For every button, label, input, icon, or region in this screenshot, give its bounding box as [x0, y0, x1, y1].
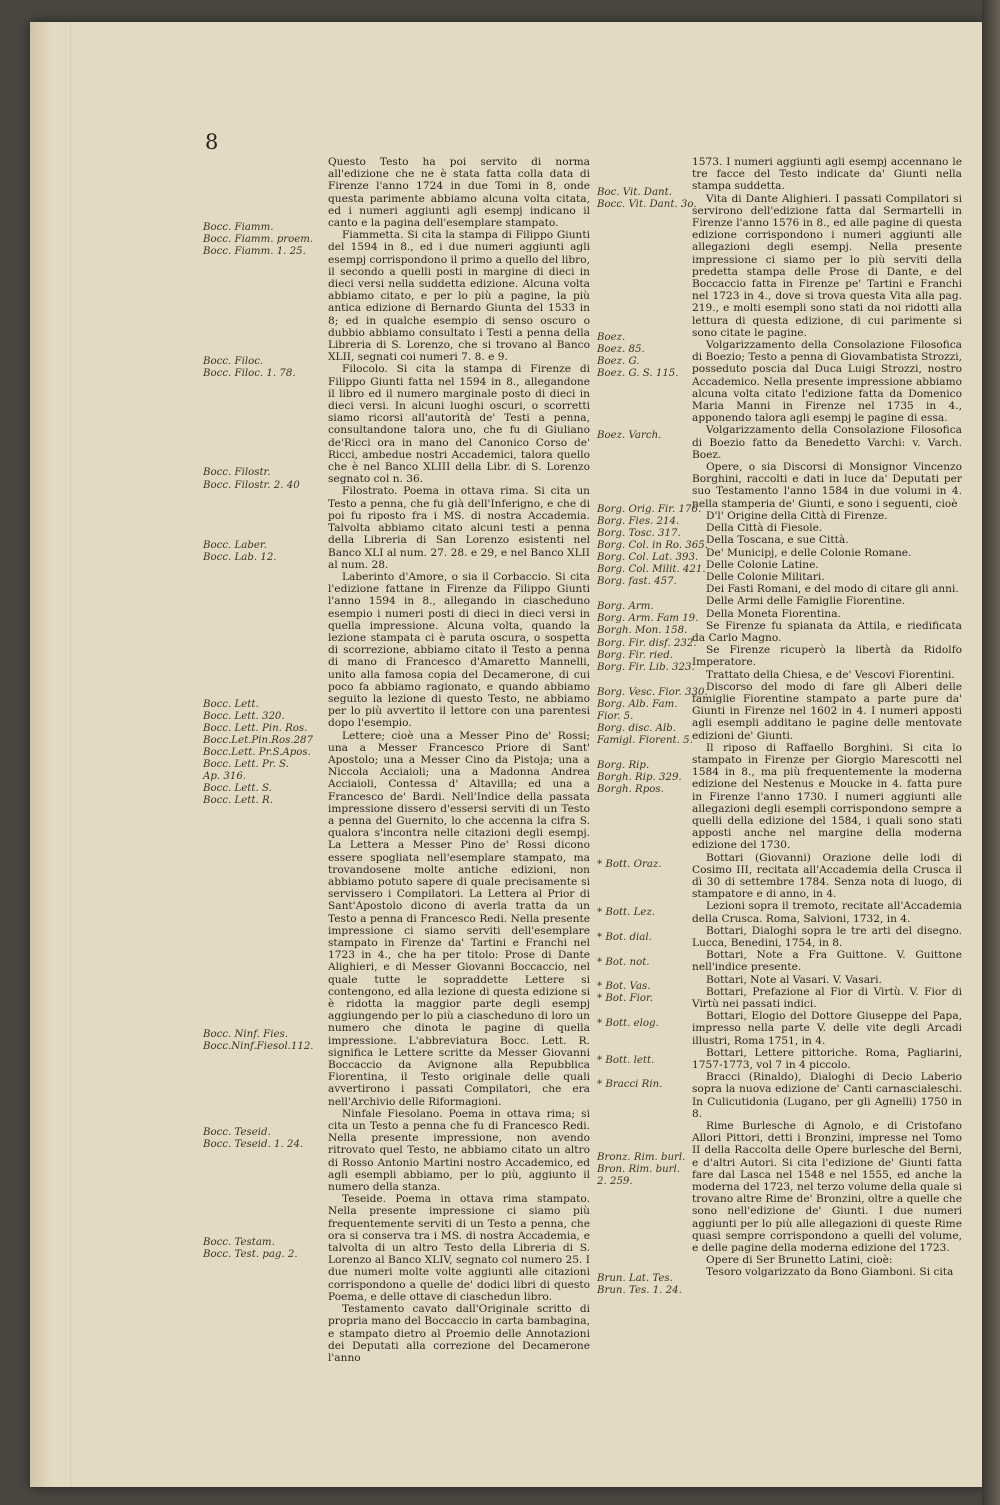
text-paragraph: Filostrato. Poema in ottava rima. Si cita un Testo a penna, che fu già dell'Inferigno, e che di poi fu riposto fra i MS. di nostra Accademia. Talvolta abbiamo citato alcuni testi a penna della Libreria di San Lorenzo esistenti nel Banco XLI al num. 27. 28. e 29, e nel Banco XLII al num. 28. [328, 485, 590, 571]
text-paragraph: De' Municipj, e delle Colonie Romane. [706, 546, 912, 559]
text-paragraph: Laberinto d'Amore, o sia il Corbaccio. Si cita l'edizione fattane in Firenze da Filippo Giunti l'anno 1594 in 8., allegando in ciascheduno esempio i numeri posti di dieci in dieci versi in quella impressione. Alcuna volta, quando la lezione stampata ci è paruta oscura, o sospetta di scorrezione, abbiamo citato il Testo a penna di mano di Francesco d'Amaretto Mannelli, unito alla famosa copia del Decamerone, di cui poco fa abbiamo ragionato, e quando abbiamo seguito la lezione di questo Testo, ne abbiamo per lo più avvertito il lettore con una parentesi dopo l'esempio. [328, 570, 590, 730]
margin-citation: Ap. 316. [203, 771, 247, 782]
margin-citation: Brun. Lat. Tes. [597, 1273, 673, 1284]
text-paragraph: Della Città di Fiesole. [706, 522, 823, 535]
margin-citation: Boc. Vit. Dant. [597, 187, 672, 198]
text-paragraph: Ninfale Fiesolano. Poema in ottava rima; si cita un Testo a penna che fu di Francesco Redi. Nella presente impressione, non avendo ritrovato quel Testo, ne abbiamo citato un altro di Rosso Antonio Martini nostro Accademico, ed agli esempli abbiamo, per lo più, aggiunto il numero della stanza. [328, 1107, 590, 1194]
margin-citation: Bron. Rim. burl. [597, 1164, 681, 1175]
margin-citation: Borgh. Rip. 329. [597, 772, 682, 783]
margin-citation: Borg. Col. Lat. 393. [597, 552, 699, 563]
text-paragraph: Delle Colonie Latine. [706, 558, 819, 571]
text-paragraph: Se Firenze ricuperò la libertà da Ridolfo Imperatore. [692, 644, 962, 669]
margin-citation: Famigl. Fiorent. 5. [597, 735, 693, 746]
margin-citation: Borg. Rip. [597, 760, 650, 771]
margin-citation: Borg. fast. 457. [597, 576, 677, 587]
margin-citation: Fior. 5. [597, 711, 634, 722]
margin-citation: Bocc. Testam. [203, 1237, 275, 1248]
text-paragraph: Bottari, Dialoghi sopra le tre arti del disegno. Lucca, Benedini, 1754, in 8. [692, 924, 962, 949]
margin-citation: Borg. Arm. Fam 19. [597, 613, 699, 624]
margin-citation: Borg. Fir. Lib. 323. [597, 662, 695, 673]
margin-citation: Bocc. Lett. 320. [203, 711, 285, 722]
text-paragraph: Delle Armi delle Famiglie Fiorentine. [706, 595, 906, 608]
text-paragraph: Se Firenze fu spianata da Attila, e riedificata da Carlo Magno. [692, 619, 962, 644]
margin-citation: Bocc.Ninf.Fiesol.112. [203, 1041, 314, 1052]
text-paragraph: Trattato della Chiesa, e de' Vescovi Fiorentini. [706, 668, 955, 681]
margin-citation: Boez. G. S. 115. [597, 368, 679, 379]
margin-citation: Borg. Alb. Fam. [597, 699, 678, 710]
text-paragraph: Vita di Dante Alighieri. I passati Compilatori si servirono dell'edizione fatta dal Sermartelli in Firenze l'anno 1576 in 8., ed alle pagine di questa edizione corrispondono i numeri aggiunti alle allegazioni degli esempj. Nella presente impressione ci siamo per lo più serviti della predetta stampa delle Prose di Dante, e del Boccaccio fatta in Firenze pe' Tartini e Franchi nel 1723 in 4., dove si trova questa Vita alla pag. 219., e molti esempli sono stati da noi ridotti alla lettura di questa edizione, di cui parimente si sono citate le pagine. [692, 192, 962, 339]
margin-citation: Bronz. Rim. burl. [597, 1152, 686, 1163]
margin-citation: Borg. Fies. 214. [597, 516, 680, 527]
margin-citation: Bocc. Ninf. Fies. [203, 1029, 288, 1040]
margin-citation: Bocc. Fiamm. [203, 222, 274, 233]
margin-citation: Bocc. Filoc. 1. 78. [203, 368, 296, 379]
text-paragraph: Opere, o sia Discorsi di Monsignor Vincenzo Borghini, raccolti e dati in luce da' Deputati per suo Testamento l'anno 1584 in due volumi in 4. nella stamperia de' Giunti, e sono i seguenti, cioè [692, 461, 962, 510]
margin-citation: Bocc.Lett. Pr.S.Apos. [203, 747, 311, 758]
text-paragraph: Fiammetta. Si cita la stampa di Filippo Giunti del 1594 in 8., ed i due numeri aggiunti agli esempj corrispondono il primo a quello del libro, il secondo a quelli posti in margine di dieci in dieci versi nella suddetta edizione. Alcuna volta abbiamo citato, e per lo più a pagine, la più antica edizione di Bernardo Giunta del 1533 in 8; ed in qualche esempio di senso oscuro o dubbio abbiamo consultato i Testi a penna della Libreria di S. Lorenzo, che si trovano al Banco XLII, segnati coi numeri 7. 8. e 9. [328, 229, 590, 364]
margin-citation: Borgh. Mon. 158. [597, 625, 688, 636]
text-paragraph: Questo Testo ha poi servito di norma all'edizione che ne è stata fatta colla data di Firenze l'anno 1724 in due Tomi in 8, onde questa parimente abbiamo alcuna volta citata, ed i numeri aggiunti agli esempj indicano il canto e la pagina dell'esemplare stampato. [328, 156, 590, 230]
text-paragraph: Rime Burlesche di Agnolo, e di Cristofano Allori Pittori, detti i Bronzini, impresse nel Tomo II della Raccolta delle Opere burlesche del Berni, e d'altri Autori. Si cita l'edizione de' Giunti fatta fare dal Lasca nel 1548 e nel 1555, ed anche la moderna del 1723, nel terzo volume della quale si trovano altre Rime de' Bronzini, oltre a quelle che sono nell'edizione de' Giunti. I due numeri aggiunti per lo più alle allegazioni di queste Rime quasi sempre corrispondono a quelli del volume, e delle pagine della moderna edizione del 1723. [692, 1120, 962, 1255]
margin-citation: Bocc. Lab. 12. [203, 552, 277, 563]
margin-citation: Borg. Fir. disf. 232. [597, 638, 697, 649]
text-paragraph: Della Moneta Fiorentina. [706, 607, 841, 620]
margin-citation: Bocc. Lett. R. [203, 795, 273, 806]
margin-citation: Bocc. Filostr. 2. 40 [203, 480, 300, 491]
margin-citation: Borg. Orig. Fir. 176. [597, 504, 702, 515]
page-fold [70, 22, 71, 1487]
margin-citation: Bocc. Teseid. 1. 24. [203, 1139, 304, 1150]
margin-citation: * Bott. Oraz. [597, 859, 662, 870]
text-paragraph: Bottari (Giovanni) Orazione delle lodi di Cosimo III, recitata all'Accademia della Crusca il dì 30 di settembre 1784. Senza nota di luogo, di stampatore e di anno, in 4. [692, 851, 962, 901]
margin-citation: Boez. Varch. [597, 430, 662, 441]
margin-citation: Bocc. Filostr. [203, 467, 271, 478]
margin-citation: Borg. Fir. ried. [597, 650, 673, 661]
margin-citation: Borg. Arm. [597, 601, 654, 612]
margin-citation: Borg. Col. in Ro. 365. [597, 540, 708, 551]
margin-citation: * Bot. not. [597, 957, 650, 968]
margin-citation: Bocc. Lett. S. [203, 783, 272, 794]
margin-citation: Borg. Vesc. Fior. 330. [597, 687, 708, 698]
text-paragraph: Bottari, Lettere pittoriche. Roma, Pagliarini, 1757-1773, vol 7 in 4 piccolo. [692, 1046, 962, 1072]
margin-citation: * Bot. Fior. [597, 993, 653, 1004]
text-paragraph: Bottari, Note a Fra Guittone. V. Guittone nell'indice presente. [692, 949, 962, 974]
text-paragraph: 1573. I numeri aggiunti agli esempj accennano le tre facce del Testo indicate da' Giunti nella stampa suddetta. [692, 156, 962, 193]
text-paragraph: Lezioni sopra il tremoto, recitate all'Accademia della Crusca. Roma, Salvioni, 1732, in 4. [692, 900, 962, 925]
left-text-column [328, 156, 590, 1364]
text-paragraph: Bottari, Prefazione al Fior di Virtù. V. Fior di Virtù nei passati indici. [692, 985, 962, 1011]
text-paragraph: Il riposo di Raffaello Borghini. Si cita lo stampato in Firenze per Giorgio Marescotti nel 1584 in 8., ma più frequentemente la moderna edizione del Nestenus e Moucke in 4. fatta pure in Firenze l'anno 1730. I numeri aggiunti alle allegazioni degli esempli corrispondono sempre a quelli della edizione del 1584, i quali sono stati apposti anche nel margine della moderna edizione del 1730. [692, 741, 962, 852]
margin-citation: 2. 259. [597, 1176, 633, 1187]
margin-citation: * Bot. dial. [597, 932, 652, 943]
text-paragraph: Teseide. Poema in ottava rima stampato. Nella presente impressione ci siamo più frequentemente serviti di un Testo a penna, che ora si conserva tra i MS. di nostra Accademia, e talvolta di un altro Testo della Libreria di S. Lorenzo al Banco XLIV, segnato col numero 25. I due numeri molte volte aggiunti alle citazioni corrispondono a quelle de' dodici libri di questo Poema, e delle ottave di ciaschedun libro. [328, 1193, 590, 1303]
text-paragraph: Opere di Ser Brunetto Latini, cioè: [706, 1254, 893, 1267]
margin-citation: Bocc. Lett. Pr. S. [203, 759, 289, 770]
margin-citation: Borg. disc. Alb. [597, 723, 677, 734]
margin-citation: Boez. G. [597, 356, 640, 367]
text-paragraph: Della Toscana, e sue Città. [706, 534, 849, 547]
text-paragraph: Bottari, Elogio del Dottore Giuseppe del Papa, impresso nella parte V. delle vite degli Arcadi illustri, Roma 1751, in 4. [692, 1010, 962, 1047]
right-text-column [692, 156, 962, 1279]
margin-citation: * Bott. elog. [597, 1018, 659, 1029]
text-paragraph: Lettere; cioè una a Messer Pino de' Rossi; una a Messer Francesco Priore di Sant' Apostolo; una a Messer Cino da Pistoja; una a Niccola Acciaioli; una a Madonna Andrea Acciaioli, Contessa d' Altavilla; ed una a Francesco de' Bardi. Nell'Indice della passata impressione dissero d'essersi serviti di un Testo a penna del Guernito, lo che accenna la cifra S. qualora s'incontra nelle citazioni degli esempj. La Lettera a Messer Pino de' Rossi dicono essere spogliata nell'esemplare stampato, ma trovandosene molte antiche edizioni, non abbiamo potuto sapere di quale precisamente si servissero i Compilatori. La Lettera al Prior di Sant'Apostolo dicono di averla tratta da un Testo a penna di Francesco Redi. Nella presente impressione ci siamo serviti dell'esemplare stampato in Firenze da' Tartini e Franchi nel 1723 in 4., che ha per titolo: Prose di Dante Alighieri, e di Messer Giovanni Boccaccio, nel quale tutte le sopraddette Lettere si contengono, ed alla lezione di questa edizione si è ridotta la maggior parte degli esempj aggiungendo per lo più a ciascheduno di loro un numero che dinota le pagine di quella impressione. L'abbreviatura Bocc. Lett. R. significa le Lettere scritte da Messer Giovanni Boccaccio da Avignone alla Repubblica Fiorentina, il Testo originale delle quali avvertirono i passati Compilatori, che era nell'Archivio delle Riformagioni. [328, 729, 590, 1108]
text-paragraph: Dei Fasti Romani, e del modo di citare gli anni. [706, 583, 959, 596]
page-number: 8 [205, 130, 219, 154]
text-paragraph: Delle Colonie Militari. [706, 570, 825, 583]
book-page [30, 22, 985, 1487]
margin-citation: Bocc. Vit. Dant. 3o. [597, 199, 697, 210]
margin-citation: Bocc. Lett. [203, 699, 259, 710]
text-paragraph: Filocolo. Si cita la stampa di Firenze di Filippo Giunti fatta nel 1594 in 8., allegandone il libro ed il numero marginale posto di dieci in dieci versi. In alcuni luoghi oscuri, o scorretti siamo ricorsi all'autorità de' Testi a penna, consultandone talora uno, che fu di Giuliano de'Ricci ora in mano del Canonico Corso de' Ricci, ambedue nostri Accademici, talora quello che è nel Banco XLIII della Libr. di S. Lorenzo segnato col n. 36. [328, 363, 590, 486]
text-paragraph: Tesoro volgarizzato da Bono Giamboni. Si cita [706, 1266, 954, 1279]
margin-citation: Bocc. Lett. Pin. Ros. [203, 723, 308, 734]
text-paragraph: Testamento cavato dall'Originale scritto di propria mano del Boccaccio in carta bambagina, e stampato dietro al Proemio delle Annotazioni dei Deputati alla correzione del Decamerone l'anno [328, 1303, 590, 1364]
text-paragraph: Discorso del modo di fare gli Alberi delle famiglie Fiorentine stampato a parte pure da' Giunti in Firenze nel 1602 in 4. I numeri apposti agli esempli additano le pagine delle mentovate edizioni de' Giunti. [692, 680, 962, 742]
margin-citation: * Bot. Vas. [597, 981, 651, 992]
margin-citation: * Bracci Rin. [597, 1079, 663, 1090]
text-paragraph: Bracci (Rinaldo), Dialoghi di Decio Laberio sopra la nuova edizione de' Canti carnascialeschi. In Culicutidonia (Lugano, per gli Agnelli) 1750 in 8. [692, 1071, 962, 1120]
margin-citation: Boez. 85. [597, 344, 645, 355]
text-paragraph: Volgarizzamento della Consolazione Filosofica di Boezio; Testo a penna di Giovambatista Strozzi, posseduto poscia dal Duca Luigi Strozzi, nostro Accademico. Nella presente impressione abbiamo alcuna volta citato l'edizione fatta da Domenico Maria Manni in Firenze nel 1735 in 4., apponendo talora agli esempj le pagine di essa. [692, 339, 962, 425]
text-paragraph: Bottari, Note al Vasari. V. Vasari. [706, 973, 882, 986]
margin-citation: * Bott. Lez. [597, 907, 656, 918]
margin-citation: Borg. Col. Milit. 421. [597, 564, 706, 575]
margin-citation: Brun. Tes. 1. 24. [597, 1285, 682, 1296]
adjacent-page-edge [982, 0, 1000, 1505]
margin-citation: Bocc. Teseid. [203, 1127, 271, 1138]
margin-citation: Bocc. Fiamm. 1. 25. [203, 246, 306, 257]
margin-citation: Borgh. Rpos. [597, 784, 664, 795]
text-paragraph: Volgarizzamento della Consolazione Filosofica di Boezio fatto da Benedetto Varchi: v. Varch. Boez. [692, 424, 962, 461]
margin-citation: Bocc. Laber. [203, 540, 267, 551]
margin-citation: Bocc.Let.Pin.Ros.287 [203, 735, 314, 746]
margin-citation: Boez. [597, 332, 626, 343]
margin-citation: Bocc. Fiamm. proem. [203, 234, 314, 245]
margin-citation: Bocc. Test. pag. 2. [203, 1249, 298, 1260]
margin-citation: Borg. Tosc. 317. [597, 528, 681, 539]
text-paragraph: D'l' Origine della Città di Firenze. [706, 509, 888, 522]
margin-citation: * Bott. lett. [597, 1055, 655, 1066]
margin-citation: Bocc. Filoc. [203, 356, 264, 367]
